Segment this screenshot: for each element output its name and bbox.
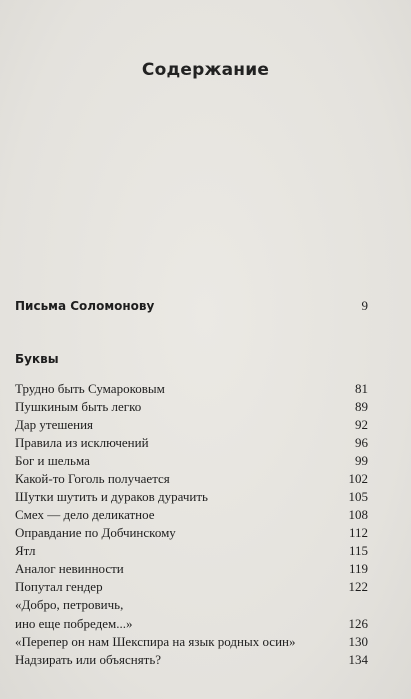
section-title-letters: Буквы — [15, 352, 59, 366]
toc-entry-title: «Перепер он нам Шекспира на язык родных осин» — [15, 634, 296, 649]
toc-entry[interactable] — [15, 651, 368, 669]
toc-entry[interactable] — [15, 596, 368, 633]
toc-entry-page: 126 — [348, 616, 368, 631]
toc-entry-page: 92 — [355, 417, 368, 432]
toc-entry-title: Дар утешения — [15, 417, 94, 432]
toc-entry-title: Попутал гендер — [15, 579, 103, 594]
toc-entry[interactable] — [15, 434, 368, 452]
toc-entry-page: 105 — [348, 489, 368, 504]
toc-entry[interactable] — [15, 524, 368, 542]
toc-entry-title: Бог и шельма — [15, 453, 90, 468]
section-title-letters-to-solomonov: Письма Соломонову — [15, 299, 155, 313]
toc-entry-page: 81 — [355, 381, 368, 396]
page-title: Содержание — [141, 60, 270, 80]
toc-entry[interactable] — [15, 542, 368, 560]
toc-entry[interactable] — [15, 380, 368, 398]
toc-entry-page: 112 — [348, 525, 368, 540]
toc-entry-page: 115 — [348, 543, 368, 558]
toc-entry[interactable] — [15, 560, 368, 578]
toc-entry-page: 89 — [355, 399, 368, 414]
toc-entry-page: 119 — [348, 561, 368, 576]
toc-entry-title: Аналог невинности — [15, 561, 124, 576]
toc-entry-page: 122 — [348, 579, 368, 594]
toc-entry[interactable] — [15, 506, 368, 524]
toc-entry-page: 108 — [348, 507, 368, 522]
toc-entry-title: Правила из исключений — [15, 435, 149, 450]
toc-entry-page: 96 — [355, 435, 368, 450]
toc-entry-title: Пушкиным быть легко — [15, 399, 142, 414]
toc-entry-page: 102 — [348, 471, 368, 486]
toc-entry[interactable] — [15, 416, 368, 434]
toc-entry-title: Шутки шутить и дураков дурачить — [15, 489, 208, 504]
toc-entry-title: Какой-то Гоголь получается — [15, 471, 170, 486]
toc-entry-page: 99 — [355, 453, 368, 468]
toc-entry-title: «Добро, петровичь, ино еще побредем...» — [15, 597, 133, 631]
toc-entry[interactable] — [15, 488, 368, 506]
toc-entry-page: 130 — [348, 634, 368, 649]
toc-entry-title: Ятл — [15, 543, 36, 558]
toc-list — [15, 380, 368, 669]
toc-entry-page: 134 — [348, 652, 368, 667]
toc-entry-title: Смех — дело деликатное — [15, 507, 155, 522]
toc-entry[interactable] — [15, 470, 368, 488]
toc-entry[interactable] — [15, 633, 368, 651]
toc-entry[interactable] — [15, 452, 368, 470]
toc-entry-title: Оправдание по Добчинскому — [15, 525, 176, 540]
toc-entry[interactable] — [15, 578, 368, 596]
toc-entry-title: Трудно быть Сумароковым — [15, 381, 165, 396]
toc-entry-title: Надзирать или объяснять? — [15, 652, 162, 667]
toc-entry[interactable] — [15, 398, 368, 416]
section-page-number: 9 — [361, 298, 368, 313]
